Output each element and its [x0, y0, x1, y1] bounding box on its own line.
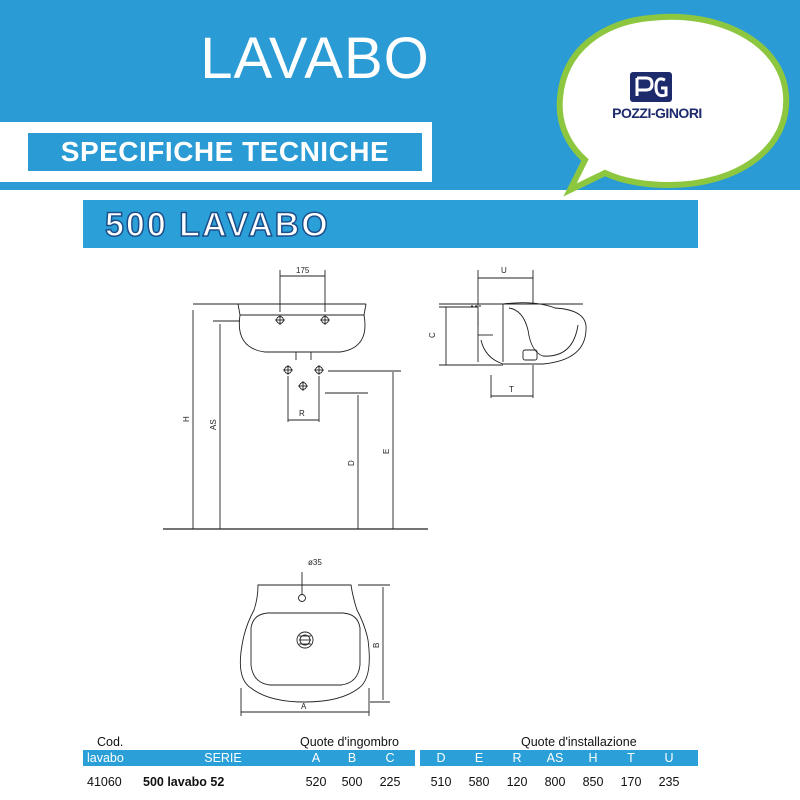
label-h: H: [182, 416, 191, 422]
side-view: [439, 270, 586, 398]
header-u: U: [664, 751, 674, 765]
header-c: C: [385, 751, 395, 765]
pozzi-ginori-logo-icon: [630, 72, 672, 102]
cell-t: 170: [620, 775, 642, 789]
speech-bubble-shape: [560, 17, 787, 190]
label-diameter: ø35: [308, 558, 322, 567]
header-e: E: [474, 751, 484, 765]
sheet-title: 500 LAVABO: [105, 206, 330, 244]
label-b: B: [372, 642, 381, 648]
cell-d: 510: [430, 775, 452, 789]
cell-cod: 41060: [87, 775, 122, 789]
cell-u: 235: [658, 775, 680, 789]
cod-label: Cod.: [97, 735, 124, 749]
cell-e: 580: [468, 775, 490, 789]
header-b: B: [347, 751, 357, 765]
header-d: D: [436, 751, 446, 765]
label-c: C: [428, 332, 437, 338]
subtitle: SPECIFICHE TECNICHE: [28, 133, 422, 171]
label-as: AS: [209, 419, 218, 430]
dimension-labels: [182, 266, 514, 711]
cell-b: 500: [341, 775, 363, 789]
label-d: D: [347, 460, 356, 466]
spec-sheet: [83, 200, 698, 796]
header-lavabo: lavabo: [87, 751, 124, 765]
cell-serie: 500 lavabo 52: [143, 775, 225, 789]
label-175: 175: [296, 266, 310, 275]
label-a: A: [301, 702, 307, 711]
cell-c: 225: [379, 775, 401, 789]
header-t: T: [627, 751, 635, 765]
label-u: U: [501, 266, 507, 275]
header-h: H: [588, 751, 598, 765]
label-r: R: [299, 409, 305, 418]
technical-drawing: [83, 200, 698, 730]
group-installazione-label: Quote d'installazione: [521, 735, 637, 749]
header-r: R: [512, 751, 522, 765]
cell-r: 120: [506, 775, 528, 789]
front-view: [163, 270, 428, 529]
header-as: AS: [546, 751, 564, 765]
cell-h: 850: [582, 775, 604, 789]
page-title: LAVABO: [200, 26, 430, 91]
spec-table: [83, 730, 698, 796]
label-e: E: [382, 448, 391, 454]
cell-as: 800: [544, 775, 566, 789]
header-serie: SERIE: [204, 751, 242, 765]
group-ingombro-label: Quote d'ingombro: [300, 735, 399, 749]
cell-a: 520: [305, 775, 327, 789]
brand-name: POZZI-GINORI: [612, 105, 702, 121]
label-t: T: [509, 385, 514, 394]
top-view: [240, 572, 390, 716]
header-a: A: [311, 751, 321, 765]
